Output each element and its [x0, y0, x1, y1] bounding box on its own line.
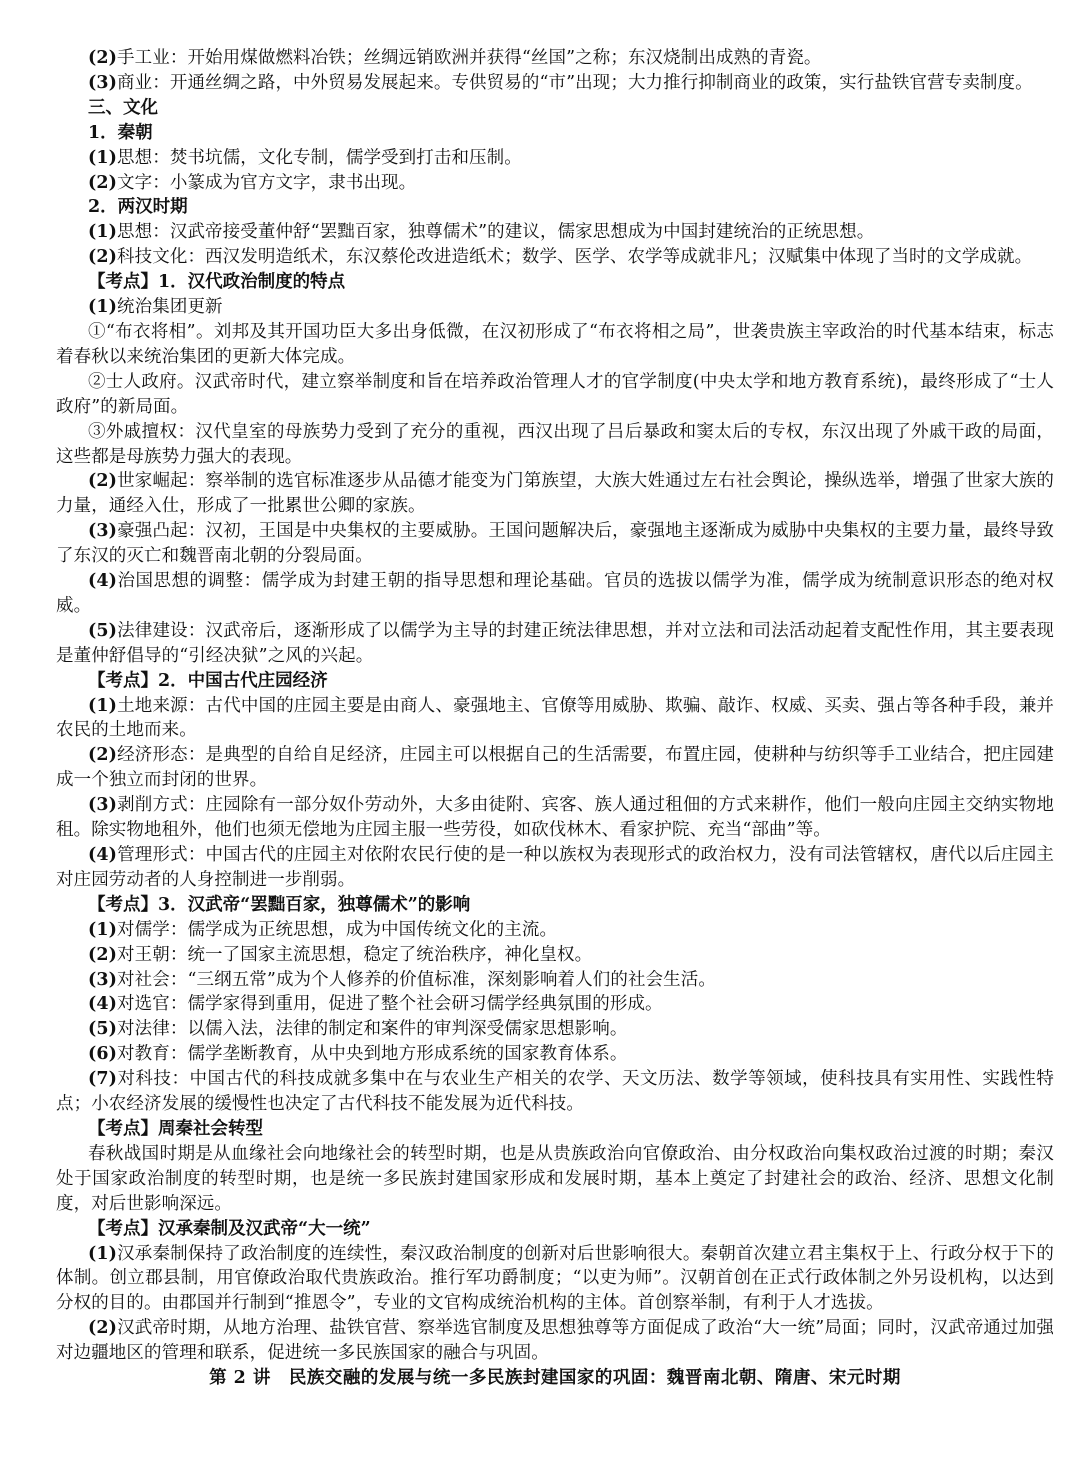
item-number: (2) [88, 471, 118, 492]
paragraph [56, 171, 1054, 196]
paragraph-text: 豪强凸起：汉初，王国是中央集权的主要威胁。王国问题解决后，豪强地主逐渐成为威胁中央集权的主要力量，最终导致了东汉的灭亡和魏晋南北朝的分裂局面。 [56, 521, 1054, 567]
paragraph [56, 370, 1054, 420]
heading-text: 三、文化 [88, 97, 158, 118]
paragraph-text: 管理形式：中国古代的庄园主对依附农民行使的是一种以族权为表现形式的政治权力，没有司法管辖权，唐代以后庄园主对庄园劳动者的人身控制进一步削弱。 [56, 845, 1054, 890]
heading-text: 【考点】汉承秦制及汉武帝“大一统” [88, 1218, 371, 1239]
item-number: (6) [88, 1044, 118, 1065]
next-chapter-title: 第 2 讲 民族交融的发展与统一多民族封建国家的巩固：魏晋南北朝、隋唐、宋元时期 [209, 1368, 901, 1389]
paragraph-text: ①“布衣将相”。刘邦及其开国功臣大多出身低微，在汉初形成了“布衣将相之局”，世袭贵族主宰政治的时代基本结束，标志着春秋以来统治集团的更新大体完成。 [56, 321, 1054, 367]
paragraph-text: 法律建设：汉武帝后，逐渐形成了以儒学为主导的封建正统法律思想，并对立法和司法活动起着支配性作用，其主要表现是董仲舒倡导的“引经决狱”之风的兴起。 [56, 620, 1054, 666]
paragraph [56, 619, 1054, 669]
item-number: (2) [88, 1318, 118, 1339]
section-heading [56, 96, 1054, 121]
paragraph [56, 295, 1054, 320]
paragraph-text: 对科技：中国古代的科技成就多集中在与农业生产相关的农学、天文历法、数学等领域，使科技具有实用性、实践性特点；小农经济发展的缓慢性也决定了古代科技不能发展为近代科技。 [56, 1069, 1054, 1115]
section-heading [56, 1117, 1054, 1142]
item-number: (2) [88, 944, 118, 965]
paragraph [56, 1067, 1054, 1117]
section-heading [56, 669, 1054, 694]
paragraph-text: 商业：开通丝绸之路，中外贸易发展起来。专供贸易的“市”出现；大力推行抑制商业的政策，实行盐铁官营专卖制度。 [117, 72, 1033, 93]
paragraph-text: 汉武帝时期，从地方治理、盐铁官营、察举选官制度及思想独尊等方面促成了政治“大一统”局面；同时，汉武帝通过加强对边疆地区的管理和联系，促进统一多民族国家的融合与巩固。 [56, 1318, 1054, 1364]
paragraph-text: 手工业：开始用煤做燃料冶铁；丝绸远销欧洲并获得“丝国”之称；东汉烧制出成熟的青瓷。 [117, 48, 822, 68]
paragraph [56, 843, 1054, 893]
item-number: (1) [88, 919, 118, 940]
paragraph-text: 思想：汉武帝接受董仲舒“罢黜百家，独尊儒术”的建议，儒家思想成为中国封建统治的正统思想。 [117, 222, 875, 243]
paragraph-text: 对教育：儒学垄断教育，从中央到地方形成系统的国家教育体系。 [117, 1044, 628, 1065]
item-number: (5) [88, 1019, 118, 1040]
paragraph-text: 春秋战国时期是从血缘社会向地缘社会的转型时期，也是从贵族政治向官僚政治、由分权政治向集权政治过渡的时期；秦汉处于国家政治制度的转型时期，也是统一多民族封建国家形成和发展时期，基本上奠定了封建社会的政治、经济、思想文化制度，对后世影响深远。 [56, 1143, 1054, 1214]
paragraph [56, 46, 1054, 71]
paragraph [56, 1242, 1054, 1317]
item-number: (2) [88, 48, 118, 68]
section-heading [56, 270, 1054, 295]
paragraph [56, 220, 1054, 245]
item-number: (3) [88, 795, 118, 816]
paragraph [56, 1017, 1054, 1042]
item-number: (4) [88, 571, 118, 592]
paragraph [56, 918, 1054, 943]
paragraph [56, 968, 1054, 993]
heading-text: 【考点】3．汉武帝“罢黜百家，独尊儒术”的影响 [88, 894, 471, 915]
paragraph [56, 694, 1054, 744]
item-number: (1) [88, 1243, 118, 1264]
item-number: (2) [88, 172, 118, 193]
paragraph [56, 569, 1054, 619]
paragraph-text: 汉承秦制保持了政治制度的连续性，秦汉政治制度的创新对后世影响很大。秦朝首次建立君主集权于上、行政分权于下的体制。创立郡县制，用官僚政治取代贵族政治。推行军功爵制度；“以吏为师”。汉朝首创在正式行政体制之外另设机构，以达到分权的目的。由郡国并行制到“推恩令”，专业的文官构成统治机构的主体。首创察举制，有利于人才选拔。 [56, 1243, 1054, 1314]
section-heading [56, 1217, 1054, 1242]
paragraph-text: 思想：焚书坑儒，文化专制，儒学受到打击和压制。 [117, 147, 522, 168]
paragraph [56, 743, 1054, 793]
paragraph [56, 519, 1054, 569]
paragraph-text: 文字：小篆成为官方文字，隶书出现。 [117, 172, 417, 193]
heading-text: 【考点】2．中国古代庄园经济 [88, 670, 328, 691]
paragraph-text: 统治集团更新 [117, 297, 223, 318]
item-number: (2) [88, 745, 118, 766]
item-number: (1) [88, 695, 118, 716]
paragraph-text: 剥削方式：庄园除有一部分奴仆劳动外，大多由徒附、宾客、族人通过租佃的方式来耕作，他们一般向庄园主交纳实物地租。除实物地租外，他们也须无偿地为庄园主服一些劳役，如砍伐林木、看家护院、充当“部曲”等。 [56, 795, 1054, 841]
paragraph [56, 71, 1054, 96]
paragraph [56, 1142, 1054, 1217]
item-number: (4) [88, 994, 118, 1015]
heading-text: 【考点】周秦社会转型 [88, 1118, 263, 1139]
section-heading [56, 121, 1054, 146]
item-number: (3) [88, 969, 118, 990]
item-number: (5) [88, 620, 118, 641]
paragraph [56, 1042, 1054, 1067]
section-heading [56, 195, 1054, 220]
paragraph [56, 320, 1054, 370]
paragraph [56, 992, 1054, 1017]
paragraph-text: 经济形态：是典型的自给自足经济，庄园主可以根据自己的生活需要，布置庄园，使耕种与纺织等手工业结合，把庄园建成一个独立而封闭的世界。 [56, 745, 1054, 791]
paragraph-text: 土地来源：古代中国的庄园主要是由商人、豪强地主、官僚等用威胁、欺骗、敲诈、权威、买卖、强占等各种手段，兼并农民的土地而来。 [56, 695, 1054, 741]
paragraph-text: 对选官：儒学家得到重用，促进了整个社会研习儒学经典氛围的形成。 [117, 994, 663, 1015]
item-number: (3) [88, 521, 118, 542]
paragraph-text: 治国思想的调整：儒学成为封建王朝的指导思想和理论基础。官员的选拔以儒学为准，儒学成为统制意识形态的绝对权威。 [56, 571, 1054, 616]
paragraph-text: 科技文化：西汉发明造纸术，东汉蔡伦改进造纸术；数学、医学、农学等成就非凡；汉赋集中体现了当时的文学成就。 [117, 247, 1033, 268]
heading-text: 【考点】1．汉代政治制度的特点 [88, 272, 346, 293]
paragraph-text: ③外戚擅权：汉代皇室的母族势力受到了充分的重视，西汉出现了吕后暴政和窦太后的专权，东汉出现了外戚干政的局面，这些都是母族势力强大的表现。 [56, 421, 1054, 467]
document-body [56, 46, 1054, 1366]
item-number: (7) [88, 1069, 118, 1090]
item-number: (4) [88, 845, 118, 865]
item-number: (3) [88, 72, 118, 93]
paragraph-text: 对社会：“三纲五常”成为个人修养的价值标准，深刻影响着人们的社会生活。 [117, 969, 716, 990]
paragraph-text: 对儒学：儒学成为正统思想，成为中国传统文化的主流。 [117, 919, 558, 940]
paragraph-text: 世家崛起：察举制的选官标准逐步从品德才能变为门第族望，大族大姓通过左右社会舆论，操纵选举，增强了世家大族的力量，通经入仕，形成了一批累世公卿的家族。 [56, 471, 1054, 517]
item-number: (2) [88, 247, 118, 268]
item-number: (1) [88, 222, 118, 243]
paragraph [56, 943, 1054, 968]
paragraph [56, 1316, 1054, 1366]
paragraph [56, 245, 1054, 270]
heading-text: 2．两汉时期 [88, 197, 188, 218]
item-number: (1) [88, 297, 118, 318]
paragraph-text: 对法律：以儒入法，法律的制定和案件的审判深受儒家思想影响。 [117, 1019, 628, 1040]
paragraph [56, 793, 1054, 843]
paragraph-text: ②士人政府。汉武帝时代，建立察举制度和旨在培养政治管理人才的官学制度(中央太学和地方教育系统)，最终形成了“士人政府”的新局面。 [56, 371, 1054, 417]
paragraph-text: 对王朝：统一了国家主流思想，稳定了统治秩序，神化皇权。 [117, 944, 593, 965]
heading-text: 1．秦朝 [88, 122, 153, 143]
item-number: (1) [88, 147, 118, 168]
paragraph [56, 420, 1054, 470]
paragraph [56, 469, 1054, 519]
paragraph [56, 146, 1054, 171]
section-heading [56, 893, 1054, 918]
